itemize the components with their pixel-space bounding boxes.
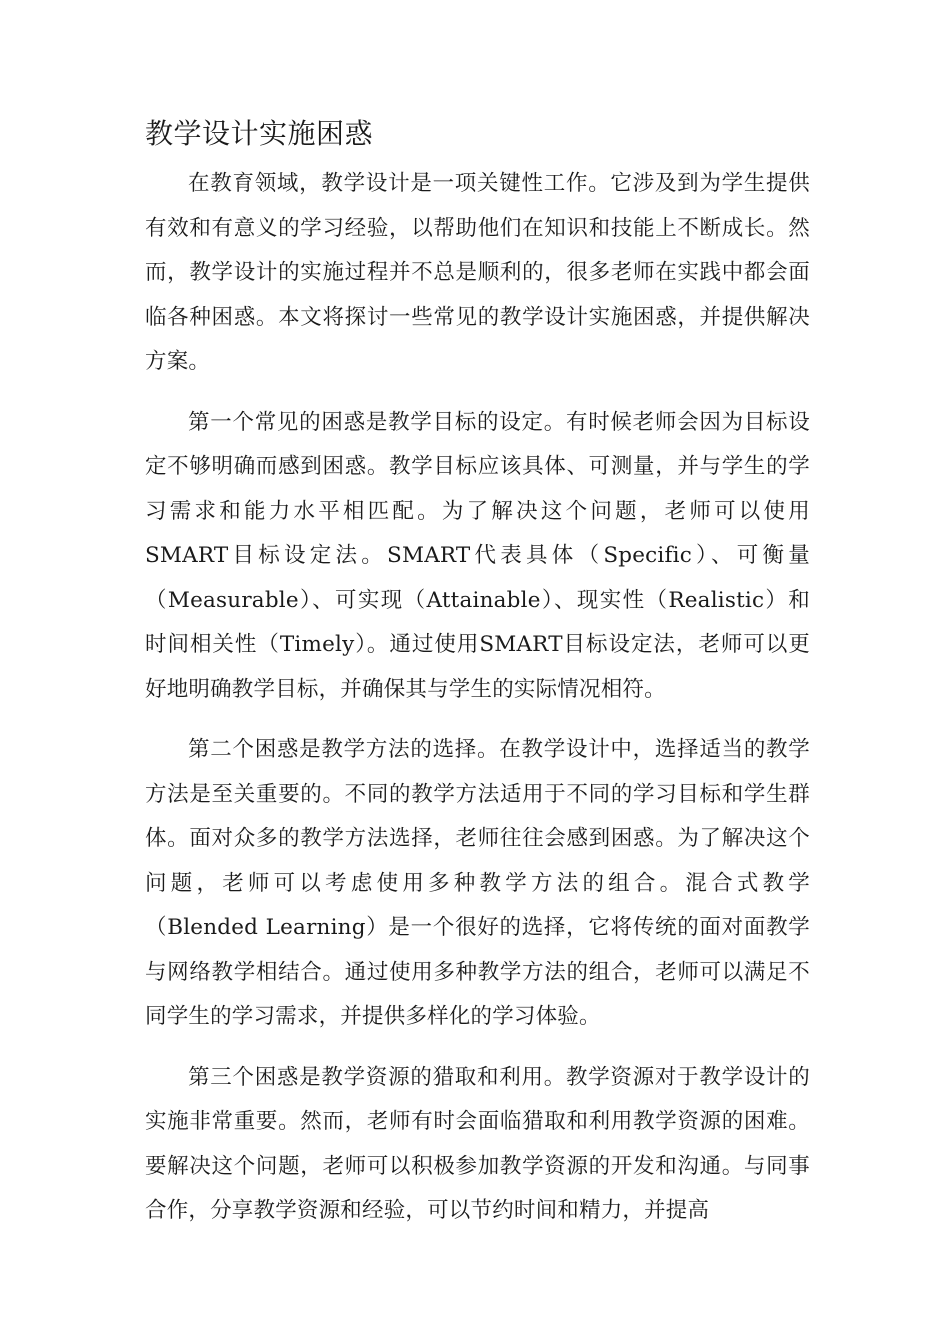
document-page (145, 112, 810, 1250)
paragraph-teaching-resources: 第三个困惑是教学资源的猎取和利用。教学资源对于教学设计的实施非常重要。然而，老师有时会面临猎取和利用教学资源的困难。要解决这个问题，老师可以积极参加教学资源的开发和沟通。与同事合作，分享教学资源和经验，可以节约时间和精力，并提高 (145, 1064, 810, 1223)
paragraph-goal-setting: 第一个常见的困惑是教学目标的设定。有时候老师会因为目标设定不够明确而感到困惑。教学目标应该具体、可测量，并与学生的学习需求和能力水平相匹配。为了解决这个问题，老师可以使用SMART目标设定法。SMART代表具体（Specific）、可衡量（Measurable）、可实现（Attainable）、现实性（Realistic）和时间相关性（Timely）。通过使用SMART目标设定法，老师可以更好地明确教学目标，并确保其与学生的实际情况相符。 (145, 409, 810, 702)
paragraph-teaching-methods: 第二个困惑是教学方法的选择。在教学设计中，选择适当的教学方法是至关重要的。不同的教学方法适用于不同的学习目标和学生群体。面对众多的教学方法选择，老师往往会感到困惑。为了解决这个问题，老师可以考虑使用多种教学方法的组合。混合式教学（Blended Learning）是一个很好的选择，它将传统的面对面教学与网络教学相结合。通过使用多种教学方法的组合，老师可以满足不同学生的学习需求，并提供多样化的学习体验。 (145, 737, 810, 1029)
document-title: 教学设计实施困惑 (145, 117, 374, 150)
paragraph-intro: 在教育领域，教学设计是一项关键性工作。它涉及到为学生提供有效和有意义的学习经验，以帮助他们在知识和技能上不断成长。然而，教学设计的实施过程并不总是顺利的，很多老师在实践中都会面临各种困惑。本文将探讨一些常见的教学设计实施困惑，并提供解决方案。 (145, 171, 810, 374)
